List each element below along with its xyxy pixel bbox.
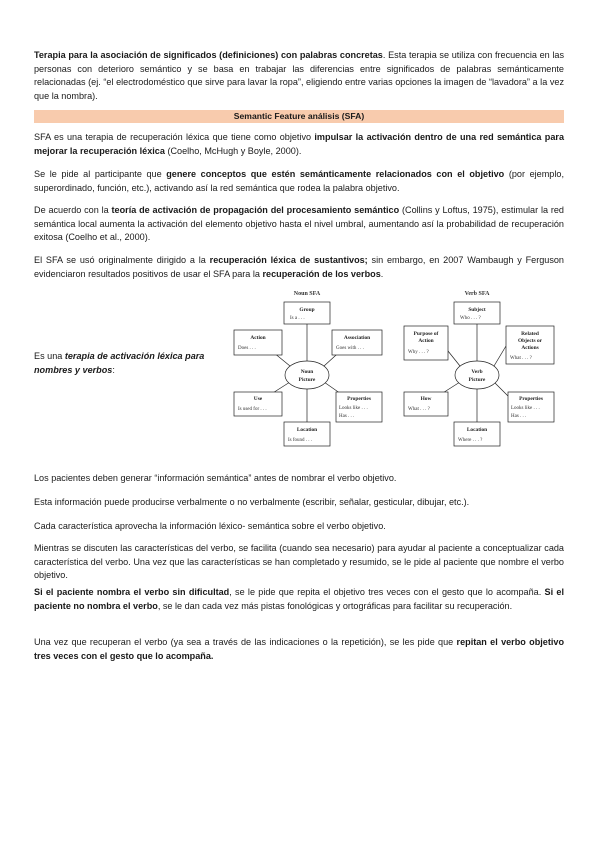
svg-text:Group: Group	[299, 307, 315, 313]
svg-text:Action: Action	[250, 335, 266, 341]
paragraph-9: Si el paciente nombra el verbo sin dificultad, se le pide que repita el objetivo tres veces con el gesto que lo acompaña. Si el paciente no nombra el verbo, se le dan cada vez más pistas fonológicas y ortográficas para facilitar su recuperación.	[34, 587, 564, 611]
svg-text:Verb: Verb	[471, 369, 483, 375]
paragraph-3: De acuerdo con la teoría de activación de propagación del procesamiento semántico (Collins y Loftus, 1975), estimular la red semántica local aumenta la activación del elemento objetivo hasta el nivel umbral, aumentando así la probabilidad de recuperación exitosa (Coelho et al., 2000).	[34, 205, 564, 243]
noun-picture-node	[285, 361, 329, 389]
diagram-caption: Es una terapia de activación léxica para nombres y verbos:	[34, 351, 205, 375]
svg-text:Properties: Properties	[347, 396, 371, 402]
svg-text:Properties: Properties	[519, 396, 543, 402]
paragraph-10: Una vez que recuperan el verbo (ya sea a través de las indicaciones o la repetición), se les pide que repitan el verbo objetivo tres veces con el gesto que lo acompaña.	[34, 637, 564, 661]
svg-text:Looks like . . .: Looks like . . .	[511, 406, 540, 411]
svg-text:Use: Use	[253, 396, 263, 402]
verb-picture-node	[455, 361, 499, 389]
svg-text:Subject: Subject	[468, 307, 486, 313]
intro-text: . Esta terapia se utiliza con frecuencia en las personas con deterioro semántico y se basa en trabajar las diferencias entre significados de palabras semánticamente relacionadas (ej. “el electrodoméstico que sirve para lavar la ropa”, eligiendo entre varias opciones la imagen de “lavadora” a la vez que la nombra).	[34, 50, 565, 101]
svg-text:Noun: Noun	[300, 369, 314, 375]
svg-text:Purpose of: Purpose of	[413, 331, 439, 337]
svg-text:Is a . . .: Is a . . .	[290, 316, 305, 321]
svg-text:Is used for . . .: Is used for . . .	[238, 407, 267, 412]
paragraph-7: Cada característica aprovecha la información léxico- semántica sobre el verbo objetivo.	[34, 521, 386, 531]
svg-text:Why . . . ?: Why . . . ?	[408, 350, 429, 355]
noun-sfa-diagram	[228, 286, 386, 456]
noun-sfa-title: Noun SFA	[293, 291, 321, 297]
verb-sfa-diagram	[398, 286, 558, 456]
paragraph-6: Esta información puede producirse verbalmente o no verbalmente (escribir, señalar, gesticular, dibujar, etc.).	[34, 497, 470, 507]
section-heading: Semantic Feature análisis (SFA)	[34, 110, 564, 123]
svg-text:Actions: Actions	[521, 345, 539, 351]
svg-text:What . . . ?: What . . . ?	[510, 356, 532, 361]
svg-text:Objects or: Objects or	[517, 338, 543, 344]
svg-text:Does . . .: Does . . .	[238, 346, 256, 351]
svg-text:Association: Association	[343, 335, 371, 341]
svg-text:Has . . .: Has . . .	[339, 414, 355, 419]
svg-text:Action: Action	[418, 338, 434, 344]
noun-association-box	[332, 330, 382, 355]
paragraph-1: SFA es una terapia de recuperación léxica que tiene como objetivo impulsar la activación dentro de una red semántica para mejorar la recuperación léxica (Coelho, McHugh y Boyle, 2000).	[34, 132, 564, 156]
verb-sfa-title: Verb SFA	[464, 291, 490, 297]
svg-text:What . . . ?: What . . . ?	[408, 407, 430, 412]
noun-action-box	[234, 330, 282, 355]
paragraph-2: Se le pide al participante que genere conceptos que estén semánticamente relacionados con el objetivo (por ejemplo, superordinado, función, etc.), activando así la red semántica que rodea la palabra objetivo.	[34, 169, 564, 193]
intro-paragraph	[34, 49, 564, 103]
paragraph-5: Los pacientes deben generar “información semántica” antes de nombrar el verbo objetivo.	[34, 473, 397, 483]
svg-text:Has . . .: Has . . .	[511, 414, 527, 419]
paragraph-4: El SFA se usó originalmente dirigido a la recuperación léxica de sustantivos; sin embargo, en 2007 Wambaugh y Ferguson evidenciaron resultados positivos de usar el SFA para la recuperación de los verbos.	[34, 255, 564, 279]
intro-bold: Terapia para la asociación de significados (definiciones) con palabras concretas	[34, 50, 383, 60]
paragraph-8: Mientras se discuten las características del verbo, se facilita (cuando sea necesario) para ayudar al paciente a conceptualizar cada característica del verbo. Una vez que las características se han completado y resumido, se le pide al paciente que nombre el verbo objetivo.	[34, 543, 564, 581]
svg-text:Goes with . . .: Goes with . . .	[336, 346, 364, 351]
svg-text:Picture: Picture	[468, 377, 486, 383]
svg-text:Picture: Picture	[298, 377, 316, 383]
svg-text:Looks like . . .: Looks like . . .	[339, 406, 368, 411]
svg-text:How: How	[420, 396, 432, 402]
svg-text:Where . . . ?: Where . . . ?	[458, 438, 483, 443]
svg-text:Related: Related	[521, 331, 539, 337]
svg-text:Is found . . .: Is found . . .	[288, 438, 313, 443]
svg-text:Who . . . ?: Who . . . ?	[460, 316, 481, 321]
svg-text:Location: Location	[466, 427, 488, 433]
svg-text:Location: Location	[296, 427, 318, 433]
